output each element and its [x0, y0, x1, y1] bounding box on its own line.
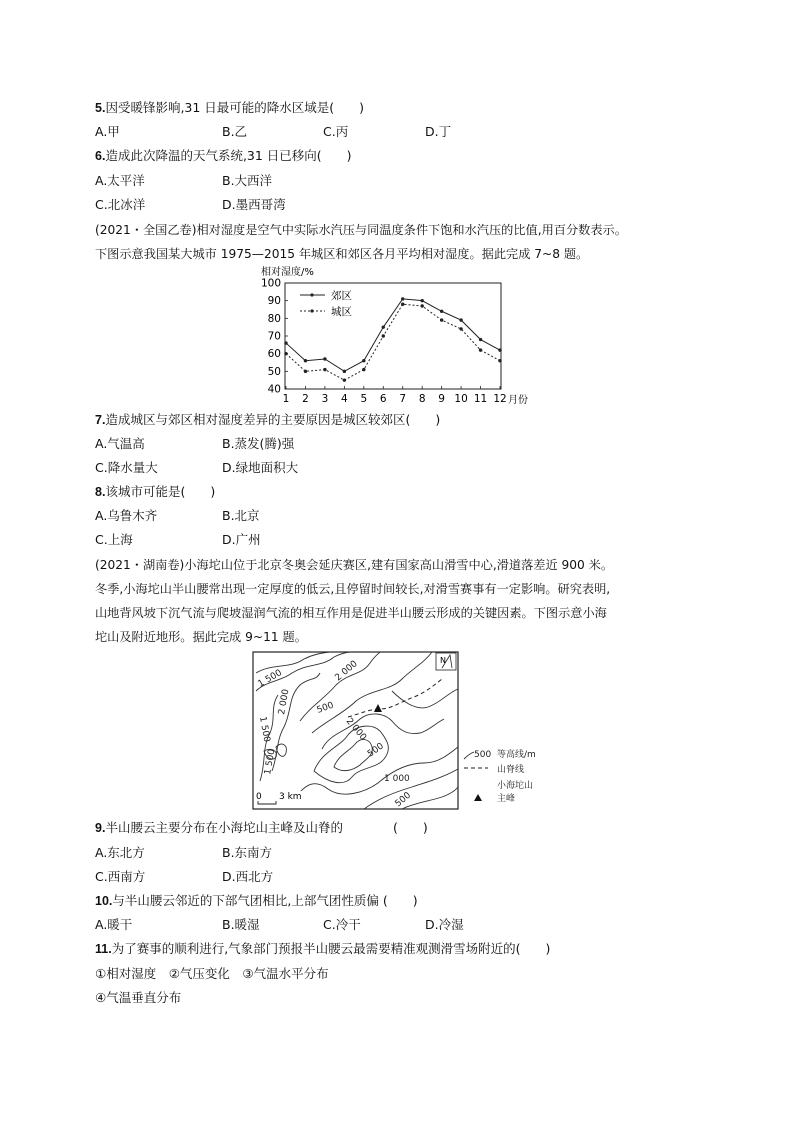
passage-2-line-1: (2021・湖南卷)小海坨山位于北京冬奥会延庆赛区,建有国家高山滑雪中心,滑道落差近 900 米。	[95, 558, 614, 572]
question-number: 6.	[95, 149, 106, 163]
x-tick-label: 3	[321, 393, 329, 405]
option-a: A.乌鲁木齐	[95, 508, 158, 523]
x-axis-label: 月份	[508, 395, 528, 406]
question-number: 10.	[95, 894, 113, 908]
x-tick-label: 9	[438, 393, 445, 405]
passage-2-line-4: 坨山及附近地形。据此完成 9~11 题。	[95, 630, 307, 644]
data-point-suburb	[323, 357, 326, 360]
data-point-suburb	[362, 359, 365, 362]
contour-label: 1 500	[263, 748, 278, 776]
series-line-suburb	[286, 299, 500, 371]
data-point-urban	[440, 318, 443, 321]
q11-items-line-1: ①相对湿度 ②气压变化 ③气温水平分布	[95, 966, 329, 981]
contour-label: 1 500	[257, 715, 272, 743]
data-point-suburb	[382, 325, 385, 328]
data-point-urban	[284, 352, 287, 355]
option-a: A.暖干	[95, 917, 133, 932]
question-5	[95, 100, 364, 116]
north-label: N	[440, 656, 446, 665]
question-number: 11.	[95, 942, 112, 956]
y-tick-label: 60	[267, 348, 281, 361]
x-tick-label: 7	[399, 393, 407, 405]
contour-label: 1 500	[256, 668, 284, 690]
legend-contour-value: 500	[474, 750, 492, 760]
y-tick-label: 90	[267, 295, 281, 308]
legend-marker-urban	[310, 309, 313, 312]
option-c: C.西南方	[95, 869, 146, 884]
question-stem: 为了赛事的顺利进行,气象部门预报半山腰云最需要精准观测滑雪场附近的( )	[111, 941, 551, 956]
map-legend	[464, 748, 536, 804]
legend-marker-suburb	[310, 293, 313, 296]
option-d: D.墨西哥湾	[222, 197, 286, 212]
q11-items-line-2: ④气温垂直分布	[95, 990, 182, 1005]
x-tick-label: 1	[282, 393, 290, 405]
x-tick-label: 6	[379, 393, 387, 405]
data-point-urban	[459, 327, 462, 330]
passage-2-line-2: 冬季,小海坨山半山腰常出现一定厚度的低云,且停留时间较长,对滑雪赛事有一定影响。研究表明,	[95, 582, 611, 596]
plot-frame	[285, 283, 501, 389]
option-a: A.甲	[95, 124, 120, 139]
question-number: 8.	[95, 485, 106, 499]
passage-1-line-2: 下图示意我国某大城市 1975—2015 年城区和郊区各月平均相对湿度。据此完成 7~8 题。	[95, 247, 589, 261]
option-a: A.气温高	[95, 436, 145, 451]
data-point-urban	[382, 334, 385, 337]
contour-label: 2 000	[277, 688, 292, 716]
humidity-chart	[255, 262, 545, 410]
x-tick-label: 10	[454, 393, 468, 405]
legend-peak-icon	[474, 794, 482, 801]
question-9	[95, 820, 428, 836]
contour-label: 1 000	[384, 774, 410, 784]
x-tick-label: 8	[418, 393, 426, 405]
data-point-urban	[479, 348, 482, 351]
option-c: C.冷干	[323, 917, 361, 932]
data-point-suburb	[401, 297, 404, 300]
y-tick-label: 80	[267, 312, 281, 325]
option-c: C.北冰洋	[95, 197, 146, 212]
contour-label: 500	[393, 790, 414, 810]
legend-ridge: 山脊线	[497, 765, 525, 775]
contour-label: 500	[365, 741, 386, 760]
option-c: C.丙	[323, 124, 349, 139]
option-b: B.暖湿	[222, 917, 260, 932]
legend-label-urban: 城区	[331, 306, 352, 318]
topographic-map	[252, 651, 562, 813]
north-arrow	[436, 653, 456, 670]
question-stem: 该城市可能是( )	[105, 484, 216, 499]
legend-peak-name: 小海坨山	[497, 781, 534, 791]
data-point-urban	[343, 378, 346, 381]
data-point-urban	[323, 368, 326, 371]
option-a: A.东北方	[95, 845, 145, 860]
scale-zero: 0	[256, 792, 262, 802]
question-stem: 造成此次降温的天气系统,31 日已移向( )	[105, 148, 352, 163]
option-d: D.广州	[222, 532, 261, 547]
option-d: D.冷湿	[425, 917, 464, 932]
data-point-suburb	[343, 370, 346, 373]
contour-label: 2 000	[343, 716, 368, 743]
question-6	[95, 148, 352, 164]
question-stem: 因受暖锋影响,31 日最可能的降水区域是( )	[105, 100, 365, 115]
data-point-suburb	[440, 310, 443, 313]
x-tick-label: 11	[473, 393, 488, 405]
passage-2-line-3: 山地背风坡下沉气流与爬坡湿润气流的相互作用是促进半山腰云形成的关键因素。下图示意小海	[95, 606, 607, 620]
chart-legend	[300, 290, 352, 318]
y-axis-label: 相对湿度/%	[261, 267, 314, 278]
legend-contour: 等高线/m	[497, 750, 536, 760]
question-number: 5.	[95, 101, 106, 115]
x-tick-label: 12	[493, 393, 507, 405]
series-line-urban	[286, 304, 500, 380]
option-b: B.大西洋	[222, 173, 273, 188]
question-number: 9.	[95, 821, 106, 835]
option-c: C.降水量大	[95, 460, 158, 475]
data-point-urban	[420, 304, 423, 307]
data-point-urban	[401, 303, 404, 306]
data-point-urban	[362, 368, 365, 371]
question-stem: 与半山腰云邻近的下部气团相比,上部气团性质偏 ( )	[112, 893, 418, 908]
data-point-suburb	[420, 299, 423, 302]
option-d: D.西北方	[222, 869, 274, 884]
data-point-urban	[498, 359, 501, 362]
data-point-suburb	[304, 359, 307, 362]
data-point-suburb	[459, 318, 462, 321]
question-7	[95, 412, 440, 428]
option-b: B.东南方	[222, 845, 273, 860]
scale-bar	[256, 791, 311, 805]
data-point-suburb	[498, 348, 501, 351]
passage-1-line-1: (2021・全国乙卷)相对湿度是空气中实际水汽压与同温度条件下饱和水汽压的比值,用百分数表示。	[95, 223, 627, 237]
legend-peak-suffix: 主峰	[497, 794, 516, 804]
question-stem: 造成城区与郊区相对湿度差异的主要原因是城区较郊区( )	[105, 412, 441, 427]
x-tick-label: 4	[341, 393, 348, 405]
question-stem: 半山腰云主要分布在小海坨山主峰及山脊的 ( )	[105, 820, 428, 835]
question-11	[95, 941, 550, 957]
y-tick-label: 50	[267, 365, 281, 378]
scale-label: 3 km	[279, 792, 302, 802]
option-c: C.上海	[95, 532, 133, 547]
y-tick-label: 70	[267, 330, 281, 343]
legend-label-suburb: 郊区	[331, 290, 352, 302]
option-d: D.丁	[425, 124, 452, 139]
data-point-suburb	[284, 341, 287, 344]
data-point-urban	[304, 370, 307, 373]
option-b: B.乙	[222, 124, 248, 139]
data-point-suburb	[479, 338, 482, 341]
x-tick-label: 5	[360, 393, 368, 405]
option-b: B.北京	[222, 508, 260, 523]
option-b: B.蒸发(腾)强	[222, 436, 295, 451]
option-d: D.绿地面积大	[222, 460, 299, 475]
question-10	[95, 893, 418, 909]
y-tick-label: 100	[260, 277, 281, 290]
contour-label: 500	[315, 700, 336, 716]
option-a: A.太平洋	[95, 173, 145, 188]
y-tick-label: 40	[267, 383, 281, 396]
question-number: 7.	[95, 413, 106, 427]
contour-label: 2 000	[333, 659, 360, 684]
x-tick-label: 2	[302, 393, 309, 405]
question-8	[95, 484, 215, 500]
